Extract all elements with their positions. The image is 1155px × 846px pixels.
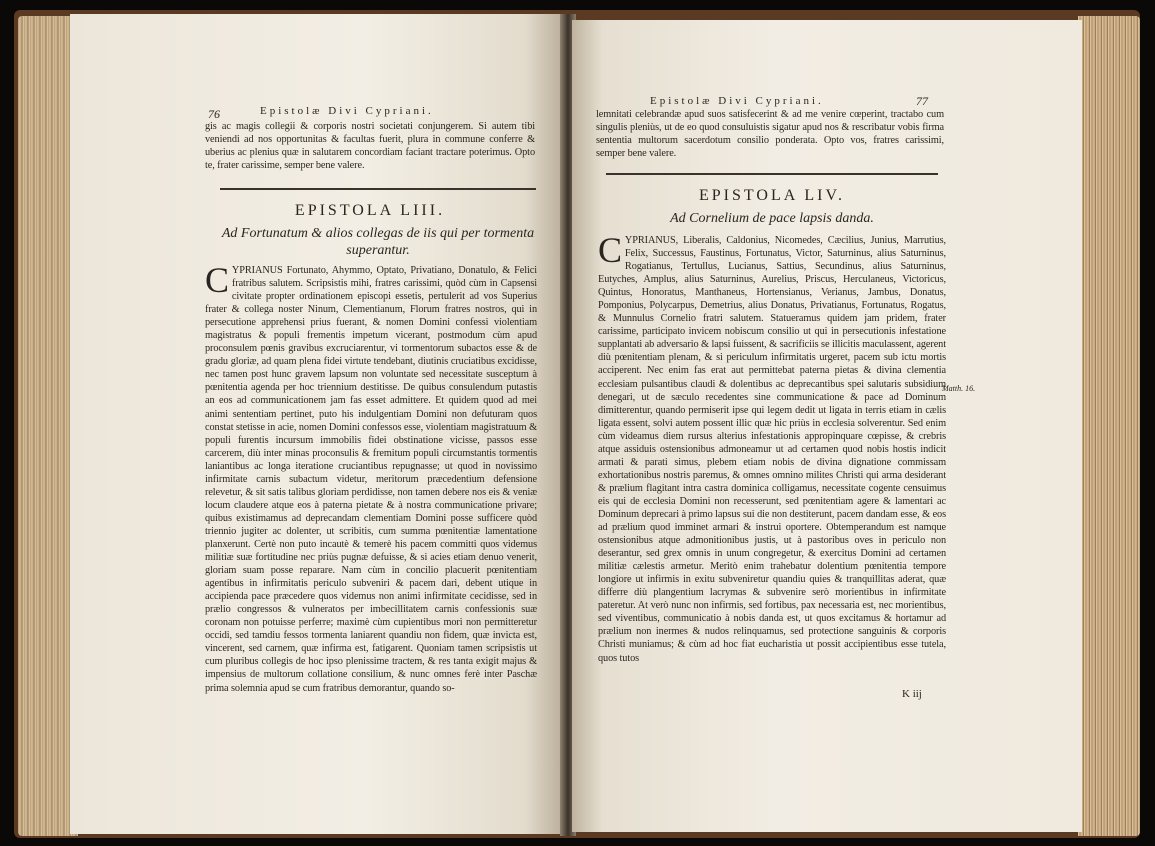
body-text: YPRIANUS Fortunato, Ahymmo, Optato, Privatiano, Donatulo, & Felici fratribus salutem. Scripsistis mihi, fratres carissimi, quòd cùm in Capsensi civitate propter ordinationem episcopi essetis, pertulerit ad vos Superius frater & collega noster Ninum, Clementianum, Florum fratres nostros, qui in persecutione apprehensi prius fuerant, & nomen Domini confessi violentiam magistratus & populi frementis impetum vicerant, postmodum cùm apud proconsulem pœnis gravibus excruciarentur, vi tormentorum subactos esse & de gradu gloriæ, ad quam plena fidei virtute tendebant, diutinis cruciatibus excidisse, nec tamen post hunc gravem lapsum non voluntate sed necessitate susceptum à pœnitentia agenda per hoc triennium destitisse. De quibus consulendum putastis an eos ad communicationem jam fas esset admittere. Et quidem quod ad mei animi sententiam pertinet, puto his indulgentiam Domini non defuturam quos constat stetisse in acie, nomen Domini confessos esse, violentiam magistratuum & populi furentis incursum immobilis fidei obstinatione vicisse, passos esse carcerem, diù inter minas proconsulis & fremitum populi circumstantis tormentis laniantibus ac longa iteratione cruciantibus repugnasse; ut quod in novissimo infirmitate carnis subactum videtur, meritorum præcedentium defensione relevetur, & sit satis talibus gloriam perdidisse, non tamen debere nos eis & veniæ locum claudere atque eos à paterna pietate & à nostra communicatione privare; quibus existimamus ad deprecandam clementiam Domini posse sufficere quòd triennio jugiter ac dolenter, ut scribitis, cum summa pœnitentiæ lamentatione planxerunt. Certè non puto incautè & temerè his pacem committi quos videmus militiæ suæ fortitudine nec priùs pugnæ defuisse, & si acies etiam denuo venerit, gloriam suam posse reparare. Nam cùm in concilio placuerit pœnitentiam agentibus in infirmitatis periculo subveniri & pacem dari, debent utique in accipienda pace præcedere quos videmus non animi infirmitate cecidisse, sed in prælio congressos & vulneratos per imbecillitatem carnis confessionis suæ coronam non potuisse perferre; maximè cùm cupientibus mori non permitteretur occidi, sed tamdiu fessos tormenta laniarent quandiu non fidem, quæ invicta est, vincerent, sed carnem, quæ infirma est, fatigarent. Quoniam tamen scripsistis ut cum pluribus collegis de hoc ipso plenissime tractem, & res tanta exigit majus & impensius de multorum collatione consilium, & nunc omnes ferè inter Paschæ prima solemnia apud se cum fratribus demorantur, quando so- xyxy=(205,265,537,694)
left-page xyxy=(70,14,564,834)
epistle-body xyxy=(598,230,946,665)
left-page-edges xyxy=(18,16,78,836)
epistle-subtitle: Ad Cornelium de pace lapsis danda. xyxy=(670,211,874,226)
right-page-edges xyxy=(1078,16,1140,836)
running-head: Epistolæ Divi Cypriani. xyxy=(650,95,824,107)
epistle-subtitle: Ad Fortunatum & alios collegas de iis qui per tormenta superantur. xyxy=(221,226,535,258)
body-text: YPRIANUS, Liberalis, Caldonius, Nicomedes, Cæcilius, Junius, Marrutius, Felix, Successus, Faustinus, Fortunatus, Victor, Saturninus, alius Saturninus, Rogatianus, Tertullus, Lucianus, Sattius, Secundinus, alius Saturninus, Eutyches, Amplus, alius Saturninus, Aurelius, Priscus, Herculaneus, Victoricus, Quintus, Honoratus, Manthaneus, Hortensianus, Verianus, Jambus, Donatus, Pomponius, Polycarpus, Demetrius, alius Donatus, Privatianus, Fortunatus, Rogatus, & Munnulus Cornelio fratri salutem. Statueramus quidem jam pridem, frater carissime, participato invicem nobiscum consilio ut qui in persecutionis infestatione supplantati ab adversario & lapsi fuissent, & sacrificiis se illicitis maculassent, agerent diù pœnitentiam plenam, & si periculum infirmitatis urgeret, pacem sub ictu mortis acciperent. Nec enim fas erat aut permittebat paterna pietas & divina clementia ecclesiam pulsantibus claudi & dolentibus ac deprecantibus spei salutaris subsidium denegari, ut de sæculo recedentes sine communicatione & pace ad Dominum dimitterentur, quando permiserit ipse qui legem dedit ut ligata in terris etiam in cælis ligata essent, solvi autem possent illic quæ hic priùs in ecclesia solverentur. Sed enim cùm videamus diem rursus alterius infestationis appropinquare cœpisse, & crebris atque assiduis ostensionibus admoneamur ut ad certamen quod nobis hostis indicit armati & parati simus, plebem etiam nobis de divina dignatione commissam exhortationibus nostris paremus, & omnes omnino milites Christi qui arma desiderant & prælium flagitant intra castra dominica colligamus, necessitate cogente censuimus eis qui de ecclesia Domini non recesserunt, sed pœnitentiam agere & lamentari ac Dominum deprecari à primo lapsus sui die non destiterunt, pacem dandam esse, & eos ad prælium quod imminet armari & instrui oportere. Obtemperandum est namque ostensionibus atque admonitionibus justis, ut à pastoribus oves in periculo non deserantur, sed grex omnis in unum congregetur, & exercitus Domini ad certamen militiæ cælestis armetur. Meritò enim trahebatur dolentium pœnitentia tempore longiore ut infirmis in exitu subveniretur quandiu quies & tranquillitas aderat, quæ differre diù plangentium lacrymas & subvenire serò morientibus in infirmitate pateretur. At verò nunc non infirmis, sed fortibus, pax necessaria est, nec morientibus, sed viventibus, communicatio à nobis danda est, ut quos excitamus & hortamur ad prælium non inermes & nudos relinquamus, sed protectione sanguinis & corporis Christi muniamus; & cùm ad hoc fiat eucharistia ut possit accipientibus esse tutela, quos tutos xyxy=(598,235,946,664)
drop-capital: C xyxy=(205,260,229,300)
signature-mark: K iij xyxy=(902,688,922,700)
page-number: 76 xyxy=(208,107,220,121)
drop-capital: C xyxy=(598,230,622,270)
margin-reference: Matth. 16. xyxy=(942,384,976,393)
continuation-text: lemnitati celebrandæ apud suos satisfecerint & ad me venire cœperint, tractabo cum singulis pleniùs, ut de eo quod consuluistis sigatur apud nos & rescribatur vobis firma sententia multorum sacerdotum consilio ponderata. Opto vos, fratres carissimi, semper bene valere. xyxy=(596,109,944,160)
epistle-title: EPISTOLA LIII. xyxy=(294,202,446,219)
section-rule xyxy=(606,173,938,175)
epistle-title: EPISTOLA LIV. xyxy=(699,187,845,204)
epistle-body xyxy=(205,260,537,695)
running-head: Epistolæ Divi Cypriani. xyxy=(260,105,434,117)
page-number: 77 xyxy=(916,94,928,108)
continuation-text: gis ac magis collegii & corporis nostri societati conjungerem. Si autem tibi veniendi ad nos opportunitas & facultas fuerit, plura in commune conferre & uberius ac plenius quæ in salutarem concordiam faciant tractare poterimus. Opto te, frater carissime, semper bene valere. xyxy=(205,121,535,172)
section-rule xyxy=(220,188,536,190)
right-page xyxy=(572,20,1082,832)
